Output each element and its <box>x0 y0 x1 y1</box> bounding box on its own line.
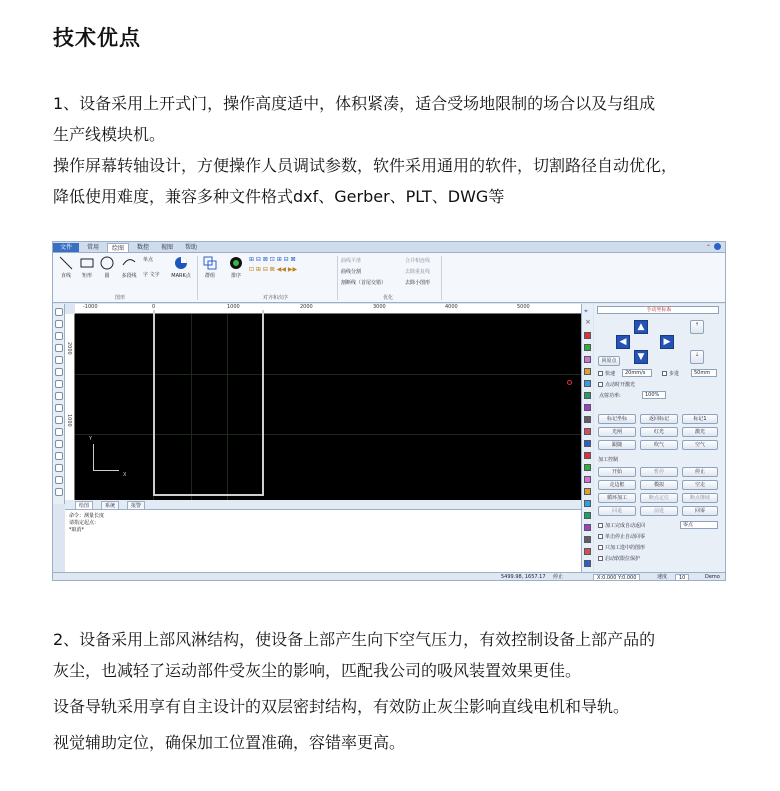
ruler-tick-label: 2000 <box>66 342 72 355</box>
sort-icon <box>229 256 243 270</box>
pin-icon[interactable]: ⌖ <box>584 307 588 315</box>
console-line: *取消* <box>69 527 85 533</box>
speed-select[interactable]: 20mm/s <box>622 369 652 377</box>
align-icons-row-2[interactable]: ⊡ ⊞ ⊟ ⊠ ◀◀ ▶▶ <box>249 266 298 273</box>
layer-color-swatch[interactable] <box>584 560 591 567</box>
dry-run-button[interactable]: 空走 <box>682 480 718 490</box>
tab-draw[interactable]: 绘图 <box>107 243 129 252</box>
status-machine-position: X:0.000 Y:0.000 <box>593 574 640 581</box>
software-screenshot <box>52 241 726 581</box>
group-icon <box>203 256 217 270</box>
tool-icon[interactable] <box>55 320 63 328</box>
start-button[interactable]: 开始 <box>598 467 636 477</box>
home-button[interactable]: 回原点 <box>598 356 620 366</box>
pause-button[interactable]: 暂停 <box>640 467 678 477</box>
section-2-line-2: 灰尘，也减轻了运动部件受灰尘的影响，匹配我公司的吸风装置效果更佳。 <box>53 661 582 680</box>
section-1-line-3: 操作屏幕转轴设计，方便操作人员调试参数，软件采用通用的软件，切割路径自动优化， <box>53 156 678 175</box>
status-mode: 停止 <box>553 574 564 580</box>
line-tool-button[interactable]: 直线 <box>56 256 76 279</box>
text-tool-button[interactable]: 字 文字 <box>143 272 160 278</box>
layer-color-swatch[interactable] <box>584 428 591 435</box>
layer-color-swatch[interactable] <box>584 512 591 519</box>
section-2-line-1: 2、设备采用上部风淋结构，使设备上部产生向下空气压力，有效控制设备上部产品的 <box>53 630 656 649</box>
axis-y-label: Y <box>89 436 93 442</box>
tool-icon[interactable] <box>55 476 63 484</box>
shutter-button[interactable]: 光闸 <box>598 427 636 437</box>
z-down-button[interactable]: ⇣ <box>690 350 704 364</box>
mark-select[interactable]: 标记1 <box>682 414 718 424</box>
status-speed[interactable]: 10 <box>675 574 689 581</box>
return-target-select[interactable]: 零点 <box>680 521 718 529</box>
layer-color-swatch[interactable] <box>584 464 591 471</box>
line-icon <box>59 256 73 270</box>
mark-point-icon <box>174 256 188 270</box>
selected-only-checkbox[interactable] <box>598 545 603 550</box>
tab-common[interactable]: 常用 <box>87 244 100 251</box>
drawing-canvas[interactable] <box>75 314 581 500</box>
tool-icon[interactable] <box>55 332 63 340</box>
worktable-frame <box>153 310 264 496</box>
arrow-left-button[interactable]: ◀ <box>616 335 630 349</box>
soft-limit-checkbox[interactable] <box>598 556 603 561</box>
ruler-tick-label: 5000 <box>517 304 530 310</box>
layer-color-swatch[interactable] <box>584 416 591 423</box>
power-label: 点射功率: <box>599 393 621 399</box>
back-to-mark-button[interactable]: 返回标记 <box>640 414 678 424</box>
breakpoint-locate-button[interactable]: 断点定位 <box>640 493 678 503</box>
section-1-line-4: 降低使用难度，兼容多种文件格式dxf、Gerber、PLT、DWG等 <box>53 187 505 206</box>
tool-icon[interactable] <box>55 452 63 460</box>
layer-color-swatch[interactable] <box>584 344 591 351</box>
tool-icon[interactable] <box>55 464 63 472</box>
align-icons-row-1[interactable]: ⊞ ⊟ ⊠ ⊡ ⊞ ⊟ ⊠ <box>249 256 296 263</box>
console-line: 命令：测量长度 <box>69 513 105 519</box>
smooth-curve-button[interactable]: 曲线平滑 <box>341 258 362 264</box>
simulate-button[interactable]: 模拟 <box>640 480 678 490</box>
power-select[interactable]: 100% <box>642 391 666 399</box>
ruler-tick-label: 2000 <box>300 304 313 310</box>
back-button[interactable]: 回退 <box>598 506 636 516</box>
ruler-tick-label: 1000 <box>66 414 72 427</box>
page-title: 技术优点 <box>53 26 141 50</box>
ruler-tick-label: 3000 <box>373 304 386 310</box>
cycle-process-button[interactable]: 循环加工 <box>598 493 636 503</box>
layer-color-swatch[interactable] <box>584 548 591 555</box>
process-control-label: 加工控制 <box>598 457 619 463</box>
grid-line <box>75 434 581 435</box>
advantage-section-2 <box>53 624 773 758</box>
rect-tool-button[interactable]: 矩形 <box>77 256 97 279</box>
tab-help[interactable]: 帮助 <box>185 244 198 251</box>
arrow-right-button[interactable]: ▶ <box>660 335 674 349</box>
laser-button[interactable]: 激光 <box>682 427 718 437</box>
layer-color-swatch[interactable] <box>584 476 591 483</box>
frame-walk-button[interactable]: 走边框 <box>598 480 636 490</box>
tool-icon[interactable] <box>55 404 63 412</box>
layer-color-swatch[interactable] <box>584 488 591 495</box>
layer-color-swatch[interactable] <box>584 380 591 387</box>
remove-small-button[interactable]: 去除小图形 <box>405 280 431 286</box>
tab-alarm[interactable]: 报警 <box>127 501 145 510</box>
rectangle-icon <box>80 256 94 270</box>
layer-color-swatch[interactable] <box>584 452 591 459</box>
tab-cnc[interactable]: 数控 <box>137 244 150 251</box>
arrow-up-button[interactable]: ▲ <box>634 320 648 334</box>
status-speed-label: 速度 <box>657 574 668 580</box>
axis-y <box>93 444 94 470</box>
layer-color-swatch[interactable] <box>584 356 591 363</box>
auto-return-checkbox[interactable] <box>598 523 603 528</box>
ruler-top <box>75 304 581 314</box>
soft-limit-label: 启动软限位保护 <box>605 556 641 562</box>
tool-icon[interactable] <box>55 488 63 496</box>
help-icon[interactable] <box>714 243 721 250</box>
control-panel <box>594 304 725 578</box>
split-curve-button[interactable]: 曲线分割 <box>341 269 362 275</box>
single-stop-checkbox[interactable] <box>598 534 603 539</box>
ribbon-toolbar <box>53 253 725 303</box>
laser-head-marker <box>567 380 572 385</box>
ruler-tick-label: 0 <box>152 304 156 310</box>
ribbon-tab-bar <box>53 242 725 253</box>
laser-on-checkbox[interactable] <box>598 382 603 387</box>
tab-drawing[interactable]: 绘图 <box>75 501 93 510</box>
merge-lines-button[interactable]: 合并相连线 <box>405 258 431 264</box>
layer-color-swatch[interactable] <box>584 368 591 375</box>
coordinate-mode-select[interactable]: 手动坐标系 <box>597 306 719 314</box>
group-label-optimize: 优化 <box>383 295 394 301</box>
layer-color-swatch[interactable] <box>584 524 591 531</box>
tool-icon[interactable] <box>55 368 63 376</box>
z-up-button[interactable]: ⇡ <box>690 320 704 334</box>
ruler-tick-label: 4000 <box>445 304 458 310</box>
status-coordinates: 5499.98, 1657.17 <box>501 574 546 580</box>
layer-color-swatch[interactable] <box>584 440 591 447</box>
single-stop-label: 单击停止自动回零 <box>605 534 646 540</box>
layer-color-swatch[interactable] <box>584 332 591 339</box>
color-layer-bar <box>581 304 593 572</box>
tool-icon[interactable] <box>55 416 63 424</box>
tool-icon[interactable] <box>55 428 63 436</box>
laser-on-label: 点动时开激光 <box>605 382 636 388</box>
tool-icon[interactable] <box>55 356 63 364</box>
mark-coord-button[interactable]: 标记坐标 <box>598 414 636 424</box>
ruler-tick-label: -1000 <box>83 304 98 310</box>
step-select[interactable]: 50mm <box>691 369 717 377</box>
selected-only-label: 只加工选中的图形 <box>605 545 646 551</box>
blow-button[interactable]: 吹气 <box>640 440 678 450</box>
tab-system[interactable]: 系统 <box>101 501 119 510</box>
layer-color-swatch[interactable] <box>584 392 591 399</box>
grid-line <box>75 374 581 375</box>
console-line: 请指定起点： <box>69 520 100 526</box>
polyline-icon <box>122 256 136 270</box>
break-line-button[interactable]: 割断线（首尾交错） <box>341 280 387 286</box>
align-tools <box>249 256 329 286</box>
arrow-down-button[interactable]: ▼ <box>634 350 648 364</box>
tab-view[interactable]: 视图 <box>161 244 174 251</box>
close-icon[interactable]: × <box>585 318 591 326</box>
left-toolbar <box>53 304 65 504</box>
circle-tool-button[interactable]: 圆 <box>98 256 116 279</box>
fast-checkbox[interactable] <box>598 371 603 376</box>
tool-icon[interactable] <box>55 308 63 316</box>
layer-color-swatch[interactable] <box>584 500 591 507</box>
remove-duplicate-button[interactable]: 去除重复线 <box>405 269 431 275</box>
tool-icon[interactable] <box>55 440 63 448</box>
ribbon-separator <box>197 256 198 300</box>
command-console[interactable] <box>65 510 581 572</box>
advantage-section-1 <box>53 88 773 212</box>
ribbon-separator <box>337 256 338 300</box>
return-zero-button[interactable]: 回零 <box>682 506 718 516</box>
section-2-line-3: 设备导轨采用享有自主设计的双层密封结构，有效防止灰尘影响直线电机和导轨。 <box>53 697 630 716</box>
step-checkbox[interactable] <box>662 371 667 376</box>
tool-icon[interactable] <box>55 380 63 388</box>
fast-label: 快速 <box>605 371 616 377</box>
follow-button[interactable]: 跟随 <box>598 440 636 450</box>
layer-color-swatch[interactable] <box>584 536 591 543</box>
point-tool-button[interactable]: 单点 <box>143 257 154 263</box>
tool-icon[interactable] <box>55 392 63 400</box>
polyline-tool-button[interactable]: 多段线 <box>117 256 141 279</box>
collapse-icon[interactable]: ⌃ <box>705 244 711 251</box>
section-1-line-2: 生产线模块机。 <box>53 125 166 144</box>
mark-point-button[interactable]: MARK点 <box>169 256 193 279</box>
red-light-button[interactable]: 红光 <box>640 427 678 437</box>
tab-file[interactable]: 文件 <box>53 243 79 252</box>
status-bar <box>53 572 725 581</box>
axis-x <box>93 470 119 471</box>
group-label-draw: 图形 <box>115 295 126 301</box>
axis-x-label: X <box>123 472 127 478</box>
section-1-line-1: 1、设备采用上开式门，操作高度适中，体积紧凑，适合受场地限制的场合以及与组成 <box>53 94 656 113</box>
ribbon-separator <box>441 256 442 300</box>
step-label: 步进 <box>669 371 680 377</box>
stop-button[interactable]: 停止 <box>682 467 718 477</box>
air-select[interactable]: 空气 <box>682 440 718 450</box>
bottom-tab-bar <box>65 500 581 510</box>
breakpoint-continue-button[interactable]: 断点继续 <box>682 493 718 503</box>
tool-icon[interactable] <box>55 344 63 352</box>
ruler-left <box>65 314 75 500</box>
auto-return-label: 加工完成自动返回 <box>605 523 646 529</box>
layer-color-swatch[interactable] <box>584 404 591 411</box>
circle-icon <box>100 256 114 270</box>
section-2-line-4: 视觉辅助定位，确保加工位置准确，容错率更高。 <box>53 733 406 752</box>
group-button[interactable]: 群组 <box>201 256 219 279</box>
forward-button[interactable]: 前进 <box>640 506 678 516</box>
group-label-align: 对齐和次序 <box>263 295 289 301</box>
status-demo: Demo <box>705 574 720 580</box>
ruler-tick-label: 1000 <box>227 304 240 310</box>
sort-button[interactable]: 排序 <box>227 256 245 279</box>
